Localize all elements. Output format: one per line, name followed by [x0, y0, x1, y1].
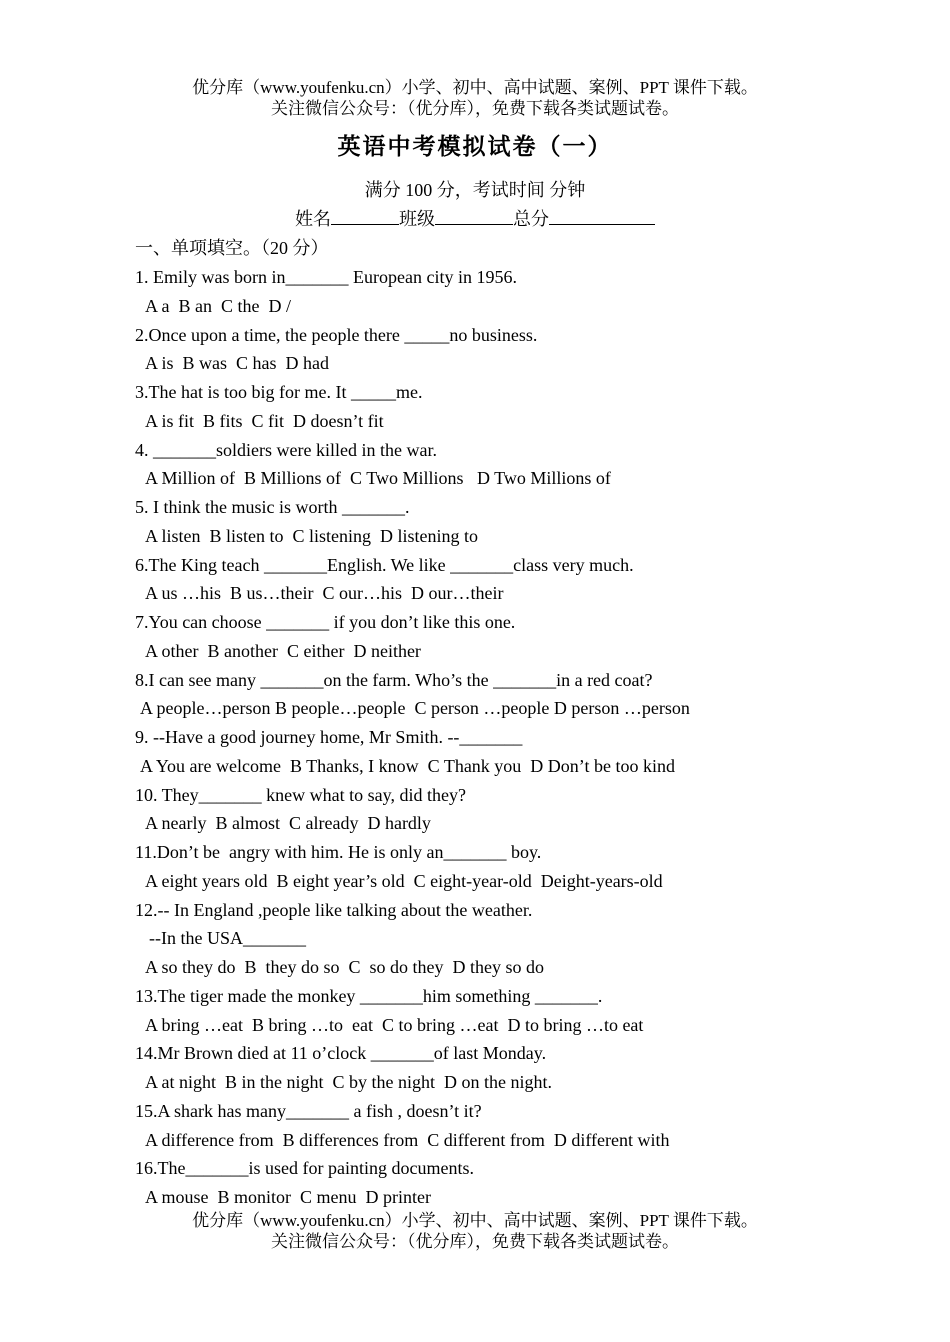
name-blank [331, 206, 399, 225]
question-5: 5. I think the music is worth _______. [135, 497, 410, 517]
question-4: 4. _______soldiers were killed in the war. [135, 439, 437, 460]
total-label: 总分 [513, 209, 549, 229]
question-3: 3.The hat is too big for me. It _____me. [135, 382, 423, 402]
question-13-options: A bring …eat B bring …to eat C to bring …eat D to bring …to eat [145, 1014, 644, 1035]
total-blank [549, 206, 655, 225]
score-and-time: 满分 100 分，考试时间 分钟 [364, 180, 586, 200]
header-line-1: 优分库（www.youfenku.cn）小学、初中、高中试题、案例、PPT 课件下载。 [192, 78, 758, 97]
footer-line-1: 优分库（www.youfenku.cn）小学、初中、高中试题、案例、PPT 课件下载。 [192, 1211, 758, 1230]
question-7: 7.You can choose _______ if you don’t like this one. [135, 612, 516, 632]
question-6-options: A us …his B us…their C our…his D our…their [145, 583, 504, 604]
student-info-line [0, 206, 950, 232]
section-title: 一、单项填空。（20 分） [135, 238, 329, 258]
question-14: 14.Mr Brown died at 11 o’clock _______of last Monday. [135, 1043, 547, 1064]
question-13: 13.The tiger made the monkey _______him something _______. [135, 985, 603, 1006]
footer-line-2: 关注微信公众号：（优分库），免费下载各类试题试卷。 [271, 1232, 679, 1251]
class-blank [435, 206, 513, 225]
question-8-options: A people…person B people…people C person …people D person …person [140, 698, 690, 719]
question-3-options: A is fit B fits C fit D doesn’t fit [145, 410, 384, 431]
question-12-options: A so they do B they do so C so do they D they so do [145, 957, 544, 977]
question-6: 6.The King teach _______English. We like _______class very much. [135, 554, 634, 575]
question-15: 15.A shark has many_______ a fish , doesn’t it? [135, 1100, 482, 1121]
question-1-options: A a B an C the D / [145, 295, 291, 316]
question-2: 2.Once upon a time, the people there _____no business. [135, 324, 538, 345]
question-2-options: A is B was C has D had [145, 353, 329, 374]
question-11: 11.Don’t be angry with him. He is only an_______ boy. [135, 842, 542, 862]
question-8: 8.I can see many _______on the farm. Who’s the _______in a red coat? [135, 669, 653, 690]
question-15-options: A difference from B differences from C different from D different with [145, 1129, 670, 1150]
question-9-options: A You are welcome B Thanks, I know C Thank you D Don’t be too kind [140, 755, 675, 776]
page-footer [0, 1210, 950, 1252]
class-label: 班级 [399, 209, 435, 229]
question-9: 9. --Have a good journey home, Mr Smith. --_______ [135, 727, 523, 747]
question-10-options: A nearly B almost C already D hardly [145, 813, 431, 834]
exam-title: 英语中考模拟试卷（一） [337, 134, 613, 159]
question-7-options: A other B another C either D neither [145, 640, 421, 661]
question-1: 1. Emily was born in_______ European city in 1956. [135, 267, 517, 287]
question-12-reply: --In the USA_______ [149, 928, 306, 949]
question-5-options: A listen B listen to C listening D listening to [145, 525, 479, 546]
question-16-options: A mouse B monitor C menu D printer [145, 1187, 431, 1207]
name-label: 姓名 [295, 209, 331, 229]
header-line-2: 关注微信公众号：（优分库），免费下载各类试题试卷。 [271, 99, 679, 118]
question-section [135, 234, 875, 1212]
question-16: 16.The_______is used for painting documents. [135, 1158, 474, 1179]
question-14-options: A at night B in the night C by the night D on the night. [145, 1072, 552, 1092]
question-10: 10. They_______ knew what to say, did they? [135, 784, 466, 805]
page-header [0, 77, 950, 119]
question-4-options: A Million of B Millions of C Two Millions D Two Millions of [145, 468, 611, 489]
question-11-options: A eight years old B eight year’s old C eight-year-old Deight-years-old [145, 870, 663, 891]
question-12: 12.-- In England ,people like talking about the weather. [135, 899, 533, 920]
